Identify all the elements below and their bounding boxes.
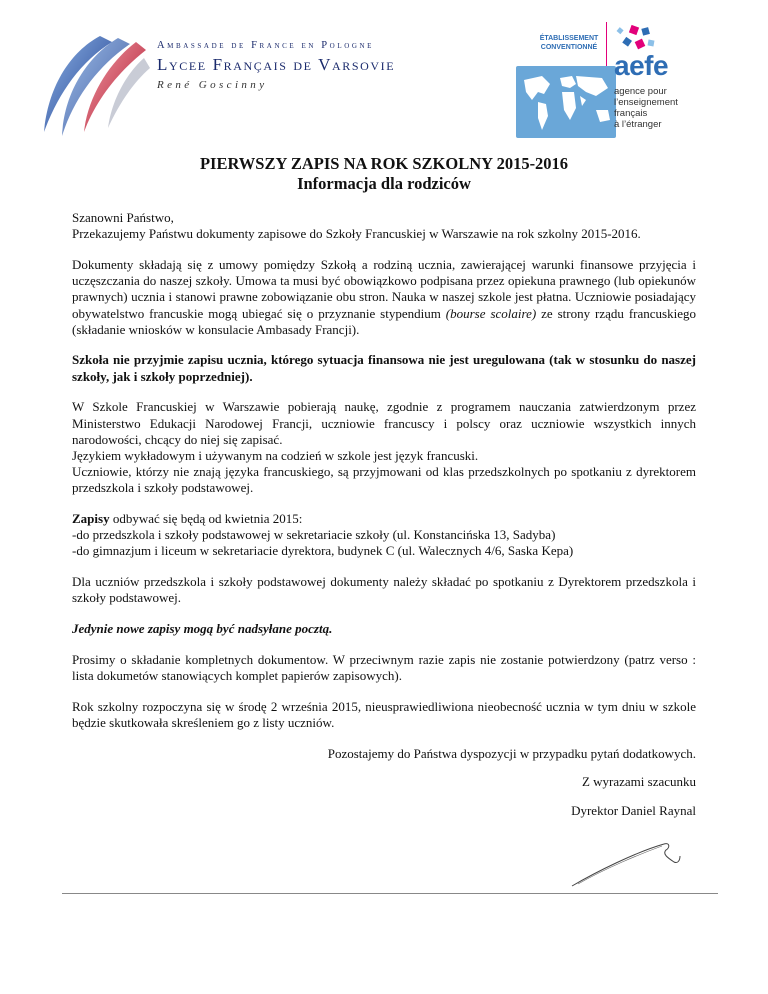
document-title [0, 154, 768, 194]
aefe-tag-line: agence pour [614, 86, 667, 97]
lycee-name: Lycee Français de Varsovie [157, 55, 396, 74]
non-french-line: Uczniowie, którzy nie znają języka francuskiego, są przyjmowani od klas przedszkolnych po spotkaniu z dyrektorem przedszkola i szkoły podstawowej. [72, 464, 696, 496]
greeting-line: Szanowni Państwo, [72, 210, 174, 225]
title-line-2: Informacja dla rodziców [297, 174, 471, 193]
world-map-icon [516, 66, 616, 138]
enrollment-location-line: -do gimnazjum i liceum w sekretariacie dyrektora, budynek C (ul. Walecznych 4/6, Saska Kepa) [72, 543, 574, 559]
documents-text: Dokumenty składają się z umowy pomiędzy Szkołą a rodziną ucznia, zawierającej warunki finansowe przyjęcia i uczęszczania do naszej szkoły. Umowa ta musi być obowiązkowo podpisana przez opiekuna prawnego (lub opiekunów prawnych) ucznia i stanowi prawne zobowiązanie obu stron. Nauka w naszej szkole jest płatna. Uczniowie posiadający obywatelstwo francuskie mogą ubiegać się o przyznanie stypendium [72, 256, 696, 321]
etablissement-line-2: CONVENTIONNÉ [540, 44, 598, 51]
students-line: W Szkole Francuskiej w Warszawie pobierają naukę, zgodnie z programem nauczania zatwierdzonym przez Ministerstwo Edukacji Narodowej Francji, uczniowie francuscy i polscy oraz uczniowie wszystkich innych narodowości, chcący do niej się zapisać. [72, 399, 696, 447]
signature-icon [566, 838, 706, 890]
documents-text-end: ze strony rządu francuskiego (składanie wniosków w konsulacie Ambasady Francji). [72, 305, 696, 337]
etablissement-label [534, 34, 604, 52]
school-name-block [157, 40, 457, 91]
footer-rule [62, 893, 718, 894]
enrollment-date-text: odbywać się będą od kwietnia 2015: [109, 511, 303, 527]
aefe-tagline [614, 86, 678, 130]
mail-note-paragraph: Jedynie nowe zapisy mogą być nadsyłane pocztą. [72, 621, 333, 637]
letter-body [72, 210, 696, 832]
lycee-logo-icon [40, 32, 150, 140]
zapisy-label: Zapisy [72, 511, 110, 527]
intro-line: Przekazujemy Państwu dokumenty zapisowe do Szkoły Francuskiej w Warszawie na rok szkolny 2015-2016. [72, 226, 641, 242]
greeting-paragraph [72, 210, 696, 242]
director-signature-name: Dyrektor Daniel Raynal [571, 802, 696, 818]
ambassade-text: Ambassade de France en Pologne [157, 40, 375, 51]
etablissement-line-1: ÉTABLISSEMENT [539, 35, 599, 42]
closing-line-1: Pozostajemy do Państwa dyspozycji w przypadku pytań dodatkowych. [327, 745, 696, 761]
closing-line-2: Z wyrazami szacunku [581, 774, 696, 790]
documents-paragraph [72, 257, 696, 338]
bourse-scolaire-text: (bourse scolaire) [445, 305, 537, 321]
financial-warning-paragraph: Szkoła nie przyjmie zapisu ucznia, którego sytuacja finansowa nie jest uregulowana (tak w stosunku do naszej szkoły, jak i szkoły poprzedniej). [72, 352, 696, 384]
enrollment-paragraph [72, 511, 696, 560]
aefe-tag-line: à l’étranger [614, 119, 662, 130]
language-line: Językiem wykładowym i używanym na codzień w szkole jest język francuski. [72, 447, 479, 463]
rene-goscinny-text: René Goscinny [157, 79, 268, 91]
complete-docs-paragraph: Prosimy o składanie kompletnych dokumentow. W przeciwnym razie zapis nie zostanie potwierdzony (patrz verso : lista dokumetów stanowiących komplet papierów zapisowych). [72, 651, 696, 683]
school-start-paragraph: Rok szkolny rozpoczyna się w środę 2 września 2015, nieusprawiedliwiona nieobecność ucznia w tym dniu w szkole będzie skutkowała skreśleniem go z listy uczniów. [72, 698, 696, 730]
aefe-logo [506, 24, 726, 142]
students-paragraph [72, 399, 696, 496]
enrollment-location-line: -do przedszkola i szkoły podstawowej w sekretariacie szkoły (ul. Konstancińska 13, Sadyba) [72, 527, 556, 543]
aefe-wordmark: aefe [614, 50, 669, 81]
aefe-tag-line: l’enseignement [614, 97, 678, 108]
aefe-tag-line: français [614, 108, 648, 119]
title-line-1: PIERWSZY ZAPIS NA ROK SZKOLNY 2015-2016 [199, 154, 569, 173]
preschool-paragraph: Dla uczniów przedszkola i szkoły podstawowej dokumenty należy składać po spotkaniu z Dyrektorem przedszkola i szkoły podstawowej. [72, 574, 696, 606]
